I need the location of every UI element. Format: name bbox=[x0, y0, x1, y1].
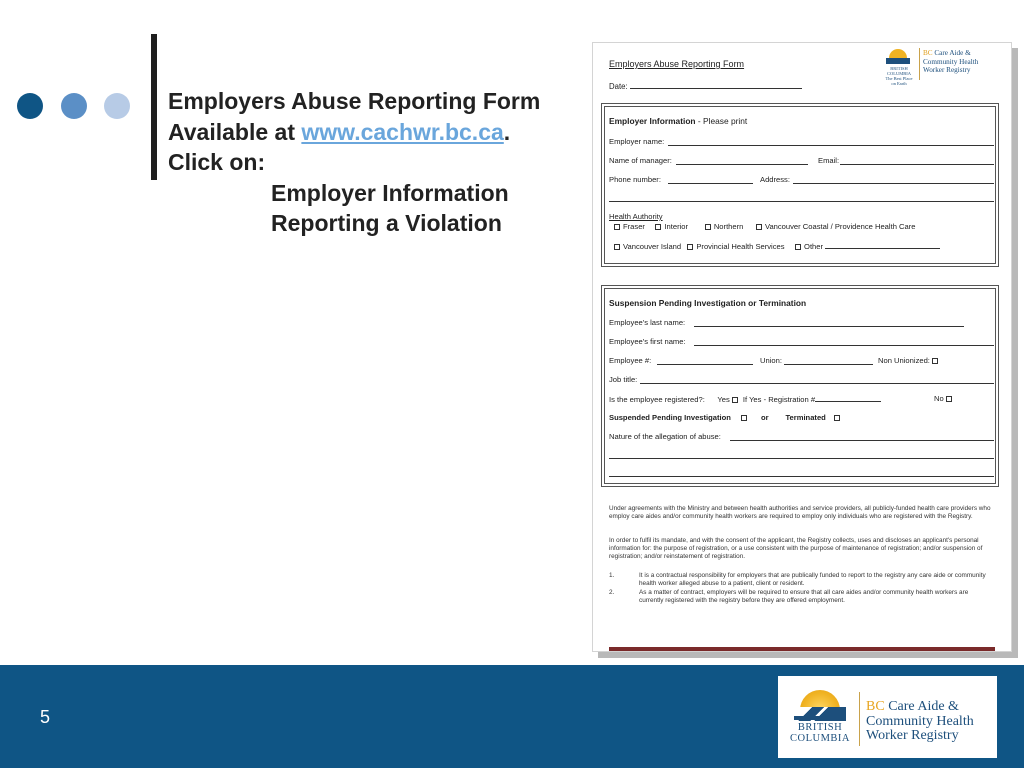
employee-number-label: Employee #: bbox=[609, 356, 652, 365]
suspended-label: Suspended Pending Investigation bbox=[609, 413, 731, 422]
click-on-line: Click on: bbox=[168, 149, 266, 175]
registry-website-link[interactable]: www.cachwr.bc.ca bbox=[301, 118, 504, 145]
employer-information-item: Employer Information bbox=[271, 179, 509, 206]
union-label: Union: bbox=[760, 356, 782, 365]
form-registry-logo bbox=[881, 45, 993, 86]
registered-yes-checkbox bbox=[732, 397, 738, 403]
nature-line-3 bbox=[609, 476, 994, 477]
fraser-label: Fraser bbox=[623, 222, 645, 231]
employer-heading-note: - Please print bbox=[695, 116, 748, 126]
terminated-label: Terminated bbox=[785, 413, 826, 422]
footer-logo-line1: Care Aide & bbox=[884, 699, 959, 714]
registered-no-checkbox bbox=[946, 396, 952, 402]
list-item-number: 1. bbox=[609, 572, 615, 579]
other-checkbox bbox=[795, 244, 801, 250]
email-label: Email: bbox=[818, 156, 840, 165]
form-bottom-bar bbox=[609, 647, 995, 651]
registration-number-line bbox=[815, 394, 881, 402]
form-logo-line3: Worker Registry bbox=[923, 66, 971, 74]
date-label: Date: bbox=[609, 82, 628, 91]
form-date-field bbox=[609, 81, 802, 91]
fraser-checkbox bbox=[614, 224, 620, 230]
footer-logo-bc: BC bbox=[866, 699, 885, 714]
date-line bbox=[630, 81, 802, 89]
employer-name-label: Employer name: bbox=[609, 137, 665, 146]
form-paragraph-mandate: In order to fulfil its mandate, and with the consent of the applicant, the Registry collects, uses and discloses an applicant's personal information for: the purpose of registration, or a use consistent with the purpose of maintenance of registration; and/or suspension of registration; and/or reinstatement of registration. bbox=[609, 537, 983, 560]
slide-body-text bbox=[168, 86, 540, 239]
footer-logo-province-line1: BRITISH bbox=[797, 722, 843, 733]
phone-label: Phone number: bbox=[609, 175, 661, 184]
status-row bbox=[609, 413, 843, 422]
interior-checkbox bbox=[655, 224, 661, 230]
water-icon bbox=[794, 716, 846, 720]
address-line bbox=[793, 183, 994, 184]
terminated-checkbox bbox=[834, 415, 840, 421]
last-name-label: Employee's last name: bbox=[609, 318, 686, 327]
registration-number-label: If Yes - Registration # bbox=[742, 395, 816, 404]
reporting-violation-item: Reporting a Violation bbox=[271, 210, 502, 236]
vancouver-island-label: Vancouver Island bbox=[623, 242, 682, 251]
provincial-health-label: Provincial Health Services bbox=[696, 242, 785, 251]
form-logo-province bbox=[883, 66, 915, 86]
footer-logo-divider bbox=[859, 692, 860, 746]
last-name-line bbox=[694, 326, 964, 327]
footer-logo-province bbox=[786, 722, 854, 744]
or-label: or bbox=[760, 413, 769, 422]
first-name-line bbox=[694, 345, 994, 346]
list-item bbox=[609, 572, 994, 588]
non-unionized-label: Non Unionized: bbox=[878, 356, 930, 365]
health-authority-options-row1 bbox=[612, 222, 916, 231]
address-label: Address: bbox=[760, 175, 790, 184]
registered-row bbox=[609, 394, 881, 404]
footer-logo-registry-name bbox=[866, 700, 974, 744]
health-authority-options-row2 bbox=[612, 241, 940, 251]
list-item-text: As a matter of contract, employers will be required to ensure that all care aides and/or community health workers are currently registered with the registry before they are offered employment. bbox=[639, 589, 969, 604]
employee-number-line bbox=[657, 364, 753, 365]
employer-information-section bbox=[601, 103, 999, 267]
suspended-checkbox bbox=[741, 415, 747, 421]
manager-name-line bbox=[676, 164, 808, 165]
interior-label: Interior bbox=[664, 222, 689, 231]
job-title-line bbox=[640, 383, 994, 384]
form-logo-divider bbox=[919, 48, 920, 80]
other-label: Other bbox=[804, 242, 824, 251]
list-item bbox=[609, 589, 994, 605]
address-line-2 bbox=[609, 201, 994, 202]
slide-title-line: Employers Abuse Reporting Form bbox=[168, 88, 541, 114]
registered-yes-label: Yes bbox=[717, 395, 730, 404]
footer-logo-province-line2: COLUMBIA bbox=[789, 733, 850, 744]
nature-of-allegation-label: Nature of the allegation of abuse: bbox=[609, 432, 721, 441]
availability-prefix: Available at bbox=[168, 118, 302, 145]
form-title: Employers Abuse Reporting Form bbox=[609, 59, 745, 69]
form-logo-text bbox=[923, 49, 978, 75]
suspension-section bbox=[601, 285, 999, 487]
employer-heading-text: Employer Information bbox=[609, 116, 696, 126]
decorative-dot-light bbox=[104, 93, 130, 119]
registered-label: Is the employee registered?: bbox=[609, 395, 705, 404]
email-line bbox=[840, 164, 994, 165]
vancouver-island-checkbox bbox=[614, 244, 620, 250]
other-line bbox=[825, 241, 940, 249]
northern-label: Northern bbox=[713, 222, 744, 231]
list-item-text: It is a contractual responsibility for employers that are publically funded to report to the registry any care aide or community health worker alleged abuse to a patient, client or resident. bbox=[639, 572, 986, 587]
registered-no-field bbox=[934, 394, 955, 403]
employer-info-heading bbox=[609, 116, 747, 126]
provincial-health-checkbox bbox=[687, 244, 693, 250]
nature-line-2 bbox=[609, 458, 994, 459]
availability-suffix: . bbox=[503, 118, 511, 145]
list-item-number: 2. bbox=[609, 589, 615, 596]
form-paragraph-agreements: Under agreements with the Ministry and between health authorities and service providers, all publicly-funded health care providers who employ care aides and/or community health workers are required to employ only individuals who are registered with the Registry. bbox=[609, 505, 991, 520]
footer-registry-logo bbox=[778, 676, 997, 758]
non-unionized-field bbox=[878, 356, 941, 365]
vertical-divider bbox=[151, 34, 157, 180]
registered-no-label: No bbox=[934, 394, 944, 403]
decorative-dot-dark bbox=[17, 93, 43, 119]
non-unionized-checkbox bbox=[932, 358, 938, 364]
decorative-dot-medium bbox=[61, 93, 87, 119]
footer-logo-line3: Worker Registry bbox=[866, 728, 959, 743]
union-line bbox=[784, 364, 873, 365]
employer-name-line bbox=[668, 145, 994, 146]
form-numbered-list bbox=[609, 572, 994, 606]
page-number: 5 bbox=[40, 707, 51, 727]
form-logo-province-text: BRITISH COLUMBIA bbox=[886, 66, 911, 76]
health-authority-label: Health Authority bbox=[609, 212, 663, 221]
phone-line bbox=[668, 183, 753, 184]
nature-line-1 bbox=[730, 440, 994, 441]
mountain-icon bbox=[886, 58, 910, 64]
first-name-label: Employee's first name: bbox=[609, 337, 686, 346]
footer-logo-line2: Community Health bbox=[866, 713, 974, 729]
suspension-heading: Suspension Pending Investigation or Termination bbox=[609, 298, 807, 308]
vancouver-coastal-checkbox bbox=[756, 224, 762, 230]
manager-name-label: Name of manager: bbox=[609, 156, 672, 165]
form-logo-bc: BC bbox=[923, 49, 933, 57]
vancouver-coastal-label: Vancouver Coastal / Providence Health Care bbox=[764, 222, 916, 231]
form-logo-line2: Community Health bbox=[923, 57, 979, 66]
abuse-reporting-form-image bbox=[592, 42, 1012, 652]
form-logo-tagline: The Best Place on Earth bbox=[885, 76, 913, 86]
slide-availability-line bbox=[168, 117, 540, 148]
form-logo-line1: Care Aide & bbox=[934, 49, 971, 57]
job-title-label: Job title: bbox=[609, 375, 638, 384]
northern-checkbox bbox=[705, 224, 711, 230]
